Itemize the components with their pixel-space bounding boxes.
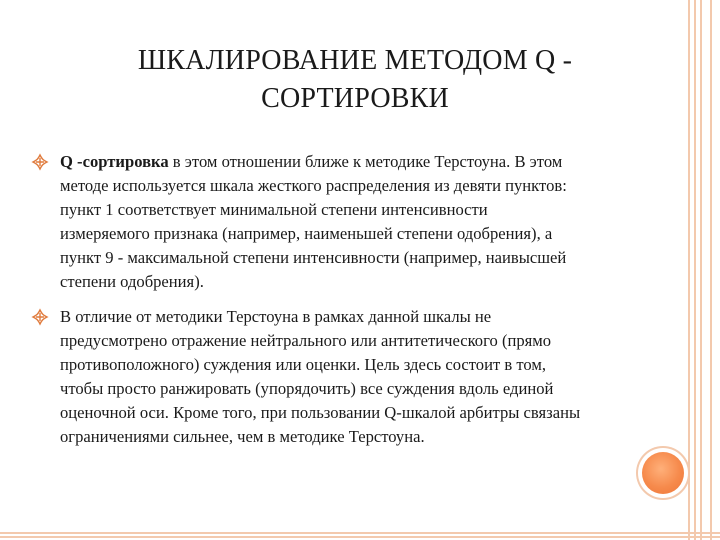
slide-frame-bottom bbox=[0, 530, 720, 540]
bullet-line: методе используется шкала жесткого распределения из девяти пунктов: bbox=[60, 176, 567, 195]
bullet-line: противоположного) суждения или оценки. Цель здесь состоит в том, bbox=[60, 355, 547, 374]
bullet-line: предусмотрено отражение нейтрального или антитетического (прямо bbox=[60, 331, 552, 350]
bullet-item bbox=[30, 150, 690, 294]
decorative-diamond-bullet-icon bbox=[30, 307, 50, 327]
bullet-line bbox=[60, 150, 690, 174]
slide-title-line: ШКАЛИРОВАНИЕ МЕТОДОМ Q - bbox=[137, 45, 573, 76]
bullet-line: В отличие от методики Терстоуна в рамках данной шкалы не bbox=[60, 307, 492, 326]
bullet-line: пункт 1 соответствует минимальной степени интенсивности bbox=[60, 200, 488, 219]
bullet-line: пункт 9 - максимальной степени интенсивности (например, наивысшей bbox=[60, 248, 567, 267]
bullet-text bbox=[60, 305, 690, 449]
bullet-line-rest: в этом отношении ближе к методике Терстоуна. В этом bbox=[168, 152, 563, 171]
bullet-text bbox=[60, 150, 690, 294]
bullet-line: оценочной оси. Кроме того, при пользовании Q-шкалой арбитры связаны bbox=[60, 403, 581, 422]
bullet-line: степени одобрения). bbox=[60, 272, 204, 291]
bullet-bold-term: Q -сортировка bbox=[60, 152, 169, 171]
bullet-list bbox=[30, 150, 690, 460]
slide-title bbox=[60, 42, 650, 118]
slide-title-line: СОРТИРОВКИ bbox=[261, 83, 449, 114]
decorative-diamond-bullet-icon bbox=[30, 152, 50, 172]
bullet-line: измеряемого признака (например, наименьшей степени одобрения), а bbox=[60, 224, 553, 243]
bullet-line: чтобы просто ранжировать (упорядочить) все суждения вдоль единой bbox=[60, 379, 554, 398]
bullet-line: ограничениями сильнее, чем в методике Терстоуна. bbox=[60, 427, 425, 446]
decorative-orange-circle bbox=[642, 452, 684, 494]
bullet-item bbox=[30, 305, 690, 449]
